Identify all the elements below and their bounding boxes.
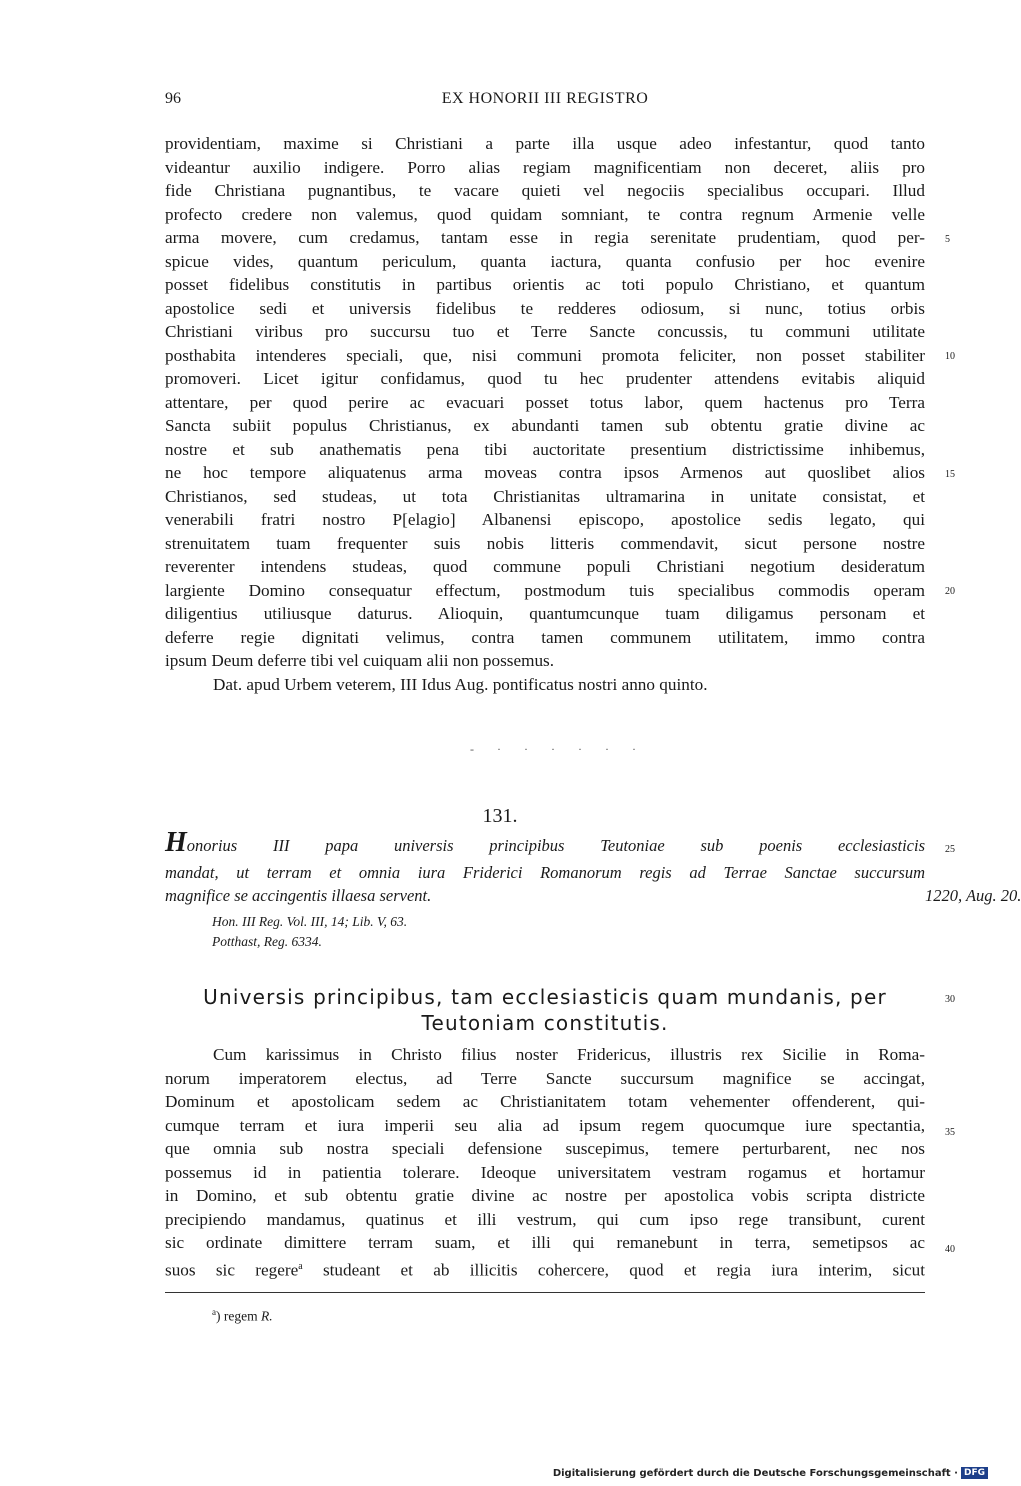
source-reference: Hon. III Reg. Vol. III, 14; Lib. V, 63.	[212, 914, 408, 929]
footnote-rule	[165, 1292, 925, 1293]
dfg-credit	[553, 1467, 988, 1479]
running-title: EX HONORII III REGISTRO	[441, 90, 649, 107]
document-number: 131.	[482, 805, 518, 827]
text-line: possemus id in patientia tolerare. Ideoque universitatem vestram rogamus et hortamur	[165, 1162, 925, 1182]
section-separator: - · · · · · ·	[470, 742, 646, 756]
address-line: Teutoniam constitutis.	[421, 1011, 669, 1035]
text-line: sic ordinate dimittere terram suam, et illi qui remanebunt in terra, semetipsos ac	[165, 1233, 925, 1252]
text-line: cumque terram et iura imperii seu alia ad ipsum regem quocumque iure spectantia,	[165, 1115, 925, 1135]
line-number: 5	[945, 234, 950, 245]
text-line: spicue vides, quantum periculum, quanta iactura, quanta confusio per hoc evenire	[165, 251, 925, 271]
text-line: fide Christiana pugnantibus, te vacare quieti vel negociis specialibus occupari. Illud	[165, 181, 925, 200]
text-line: strenuitatem tuam frequenter suis nobis litteris commendavit, sicut persone nostre	[165, 533, 925, 553]
text-line: in Domino, et sub obtentu gratie divine ac nostre per apostolica vobis scripta districte	[165, 1186, 925, 1205]
text-line: posset fidelibus constitutis in partibus orientis ac toti populo Christiano, et quantum	[165, 275, 925, 294]
text-line: precipiendo mandamus, quatinus et illi vestrum, qui cum ipso rege transibunt, curent	[165, 1209, 925, 1229]
line-number: 30	[945, 994, 955, 1005]
regest-text: onorius III papa universis principibus Teutoniae sub poenis ecclesiasticis	[186, 836, 925, 855]
line-number: 35	[945, 1127, 955, 1138]
text-line	[165, 1255, 925, 1282]
page-header	[165, 90, 925, 114]
regest-text: magnifice se accingentis illaesa servent.	[165, 886, 432, 905]
text-line: posthabita intenderes speciali, que, nisi communi promota feliciter, non posset stabiliter	[165, 345, 925, 365]
text-line: profecto credere non valemus, quod quidam somniant, te contra regnum Armenie velle	[165, 204, 925, 224]
text-line: reverenter intendens studeas, quod commune populi Christiani negotium desideratum	[165, 557, 925, 576]
text-line: norum imperatorem electus, ad Terre Sancte succursum magnifice se accingat,	[165, 1068, 925, 1088]
address-line: Universis principibus, tam ecclesiasticis quam mundanis, per	[203, 985, 887, 1009]
text-segment: studeant et ab illicitis cohercere, quod et regia iura interim, sicut	[302, 1260, 925, 1280]
footnote-source: R.	[260, 1308, 273, 1324]
text-line: attentare, per quod perire ac evacuari posset totus labor, quem hactenus pro Terra	[165, 392, 925, 412]
dating-clause: Dat. apud Urbem veterem, III Idus Aug. pontificatus nostri anno quinto.	[213, 675, 708, 694]
line-number: 20	[945, 586, 955, 597]
text-line: deferre regie dignitati velimus, contra tamen communem utilitatem, immo contra	[165, 627, 925, 647]
text-line: ipsum Deum deferre tibi vel cuiquam alii non possemus.	[165, 651, 555, 670]
regest-line: mandat, ut terram et omnia iura Friderici Romanorum regis ad Terrae Sanctae succursum	[165, 863, 925, 882]
source-reference: Potthast, Reg. 6334.	[212, 934, 322, 949]
text-line: venerabili fratri nostro P[elagio] Albanensi episcopo, apostolice sedis legato, qui	[165, 510, 925, 529]
text-line: largiente Domino consequatur effectum, postmodum tuis specialibus commodis operam	[165, 580, 925, 600]
text-line: promoveri. Licet igitur confidamus, quod tu hec prudenter attendens evitabis aliquid	[165, 369, 925, 388]
text-line: apostolice sedi et universis fidelibus te redderes odiosum, si nunc, totius orbis	[165, 298, 925, 318]
footnote-mark: a	[298, 1260, 303, 1272]
initial-capital: H	[165, 827, 187, 858]
text-line: Christiani viribus pro succursu tuo et Terre Sancte concussis, tu communi utilitate	[165, 322, 925, 341]
text-line: arma movere, cum credamus, tantam esse in regia serenitate prudentiam, quod per-	[165, 228, 925, 247]
line-number: 10	[945, 351, 955, 362]
text-line: ne hoc tempore aliquatenus arma moveas contra ipsos Armenos aut quoslibet alios	[165, 463, 925, 482]
line-number: 15	[945, 469, 955, 480]
text-line: videantur auxilio indigere. Porro alias regiam magnificentiam non deceret, aliis pro	[165, 157, 925, 177]
regest-line	[165, 885, 1021, 907]
footnote	[212, 1307, 273, 1325]
text-line: Sancta subiit populus Christianus, ex abundanti tamen sub obtentu gratie divine ac	[165, 416, 925, 435]
dfg-logo: DFG	[961, 1467, 988, 1479]
text-line: Christianos, sed studeas, ut tota Christianitas ultramarina in unitate consistat, et	[165, 486, 925, 506]
text-line: Dominum et apostolicam sedem ac Christianitatem totam vehementer offenderent, qui-	[165, 1092, 925, 1111]
line-number: 25	[945, 844, 955, 855]
footnote-text: ) regem	[216, 1308, 261, 1324]
text-line: que omnia sub nostra speciali defensione suscepimus, temere perturbarent, nec nos	[165, 1139, 925, 1158]
text-line: providentiam, maxime si Christiani a parte illa usque adeo infestantur, quod tanto	[165, 134, 925, 153]
regest-line	[165, 827, 925, 858]
credit-text: Digitalisierung gefördert durch die Deutsche Forschungsgemeinschaft ·	[552, 1467, 958, 1479]
regest-date: 1220, Aug. 20.	[925, 886, 1021, 905]
text-line: Cum karissimus in Christo filius noster Fridericus, illustris rex Sicilie in Roma-	[213, 1045, 925, 1064]
text-segment: suos sic regere	[165, 1260, 299, 1280]
footnote-mark: a	[212, 1307, 216, 1317]
line-number: 40	[945, 1244, 955, 1255]
text-line: diligentius utiliusque daturus. Alioquin, quantumcunque tuam diligamus personam et	[165, 604, 925, 623]
text-line: nostre et sub anathematis pena tibi auctoritate presentium districtissime inhibemus,	[165, 439, 925, 459]
page-number: 96	[165, 90, 181, 107]
